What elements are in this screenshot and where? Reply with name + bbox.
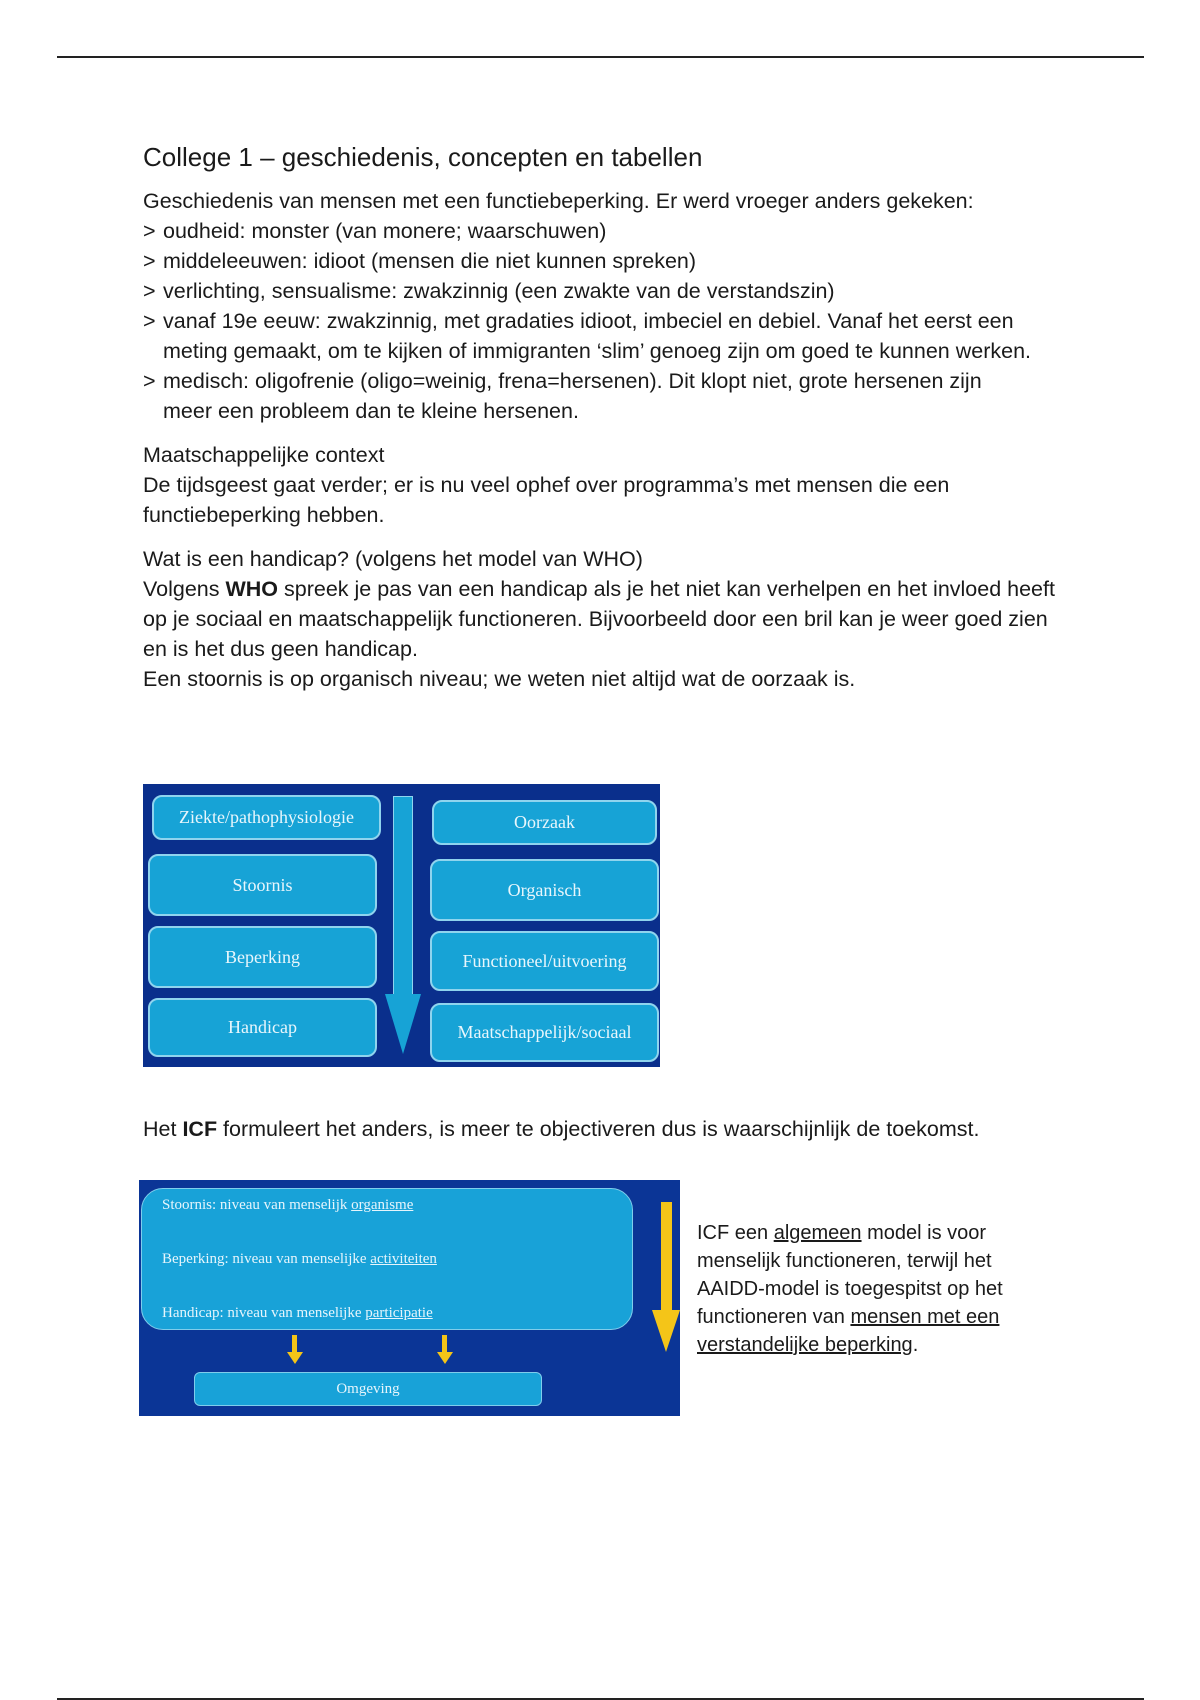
- small-arrow-icon: [442, 1335, 447, 1353]
- list-item: [143, 246, 1063, 276]
- icf-paragraph: Het ICF formuleert het anders, is meer te objectiveren dus is waarschijnlijk de toekomst.: [143, 1117, 980, 1141]
- bullet-marker: >: [143, 309, 156, 333]
- large-down-arrow-head-icon: [652, 1310, 680, 1352]
- bullet-marker: >: [143, 219, 156, 243]
- large-down-arrow-icon: [661, 1202, 672, 1312]
- level-line-handicap: Handicap: niveau van menselijke participatie: [162, 1305, 433, 1321]
- list-item-text: medisch: oligofrenie (oligo=weinig, frena=hersenen). Dit klopt niet, grote hersenen zijn meer een probleem dan te kleine hersenen.: [163, 369, 982, 423]
- down-arrow-head-icon: [385, 994, 421, 1054]
- list-item: [143, 216, 1063, 246]
- small-arrow-head-icon: [437, 1352, 453, 1364]
- slide-box-handicap: Handicap: [148, 998, 377, 1057]
- icf-model-slide: [139, 1180, 680, 1416]
- icf-paragraph-wrap: [143, 1114, 1063, 1144]
- omgeving-box: Omgeving: [194, 1372, 542, 1406]
- icf-levels-panel: [141, 1188, 633, 1330]
- slide-box-maatschappelijk: Maatschappelijk/sociaal: [430, 1003, 659, 1062]
- icf-note: ICF een algemeen model is voor menselijk functioneren, terwijl het AAIDD-model is toegespitst op het functioneren van mensen met een verstandelijke beperking.: [697, 1222, 1003, 1356]
- slide-box-oorzaak: Oorzaak: [432, 800, 657, 845]
- slide-box-functioneel: Functioneel/uitvoering: [430, 931, 659, 991]
- list-item: [143, 366, 1063, 426]
- slide-box-ziekte: Ziekte/pathophysiologie: [152, 795, 381, 840]
- slide-box-stoornis: Stoornis: [148, 854, 377, 916]
- small-arrow-head-icon: [287, 1352, 303, 1364]
- stoornis-text: Een stoornis is op organisch niveau; we weten niet altijd wat de oorzaak is.: [143, 667, 856, 691]
- history-intro: Geschiedenis van mensen met een functiebeperking. Er werd vroeger anders gekeken:: [143, 189, 974, 213]
- who-model-slide: [143, 784, 660, 1067]
- bullet-marker: >: [143, 249, 156, 273]
- list-item-text: vanaf 19e eeuw: zwakzinnig, met gradaties idioot, imbeciel en debiel. Vanaf het eerst een meting gemaakt, om te kijken of immigranten ‘slim’ genoeg zijn om goed te kunnen werken.: [163, 309, 1031, 363]
- list-item-text: middeleeuwen: idioot (mensen die niet kunnen spreken): [163, 249, 697, 273]
- top-rule: [57, 56, 1144, 58]
- context-text: De tijdsgeest gaat verder; er is nu veel ophef over programma’s met mensen die een functiebeperking hebben.: [143, 473, 950, 527]
- page-title: College 1 – geschiedenis, concepten en tabellen: [143, 142, 703, 172]
- who-bold: WHO: [225, 577, 279, 601]
- context-section: [143, 440, 1063, 530]
- bullet-marker: >: [143, 369, 156, 393]
- page-content: [143, 140, 1063, 708]
- level-line-beperking: Beperking: niveau van menselijke activiteiten: [162, 1251, 437, 1267]
- list-item: [143, 306, 1063, 366]
- icf-bold: ICF: [182, 1117, 218, 1141]
- slide-box-organisch: Organisch: [430, 859, 659, 921]
- list-item-text: oudheid: monster (van monere; waarschuwen): [163, 219, 607, 243]
- bullet-marker: >: [143, 279, 156, 303]
- list-item: [143, 276, 1063, 306]
- slide-box-beperking: Beperking: [148, 926, 377, 988]
- underline-verstandelijke: mensen met een verstandelijke beperking: [697, 1306, 1000, 1356]
- history-section: [143, 186, 1063, 426]
- list-item-text: verlichting, sensualisme: zwakzinnig (een zwakte van de verstandszin): [163, 279, 835, 303]
- down-arrow-icon: [393, 796, 413, 998]
- context-heading: Maatschappelijke context: [143, 443, 385, 467]
- handicap-definition: Volgens WHO spreek je pas van een handicap als je het niet kan verhelpen en het invloed heeft op je sociaal en maatschappelijk functioneren. Bijvoorbeeld door een bril kan je weer goed zien en is het dus geen handicap.: [143, 577, 1055, 661]
- level-line-stoornis: Stoornis: niveau van menselijk organisme: [162, 1197, 414, 1213]
- handicap-heading: Wat is een handicap? (volgens het model van WHO): [143, 547, 643, 571]
- handicap-section: [143, 544, 1063, 694]
- underline-algemeen: algemeen: [773, 1222, 862, 1244]
- small-arrow-icon: [292, 1335, 297, 1353]
